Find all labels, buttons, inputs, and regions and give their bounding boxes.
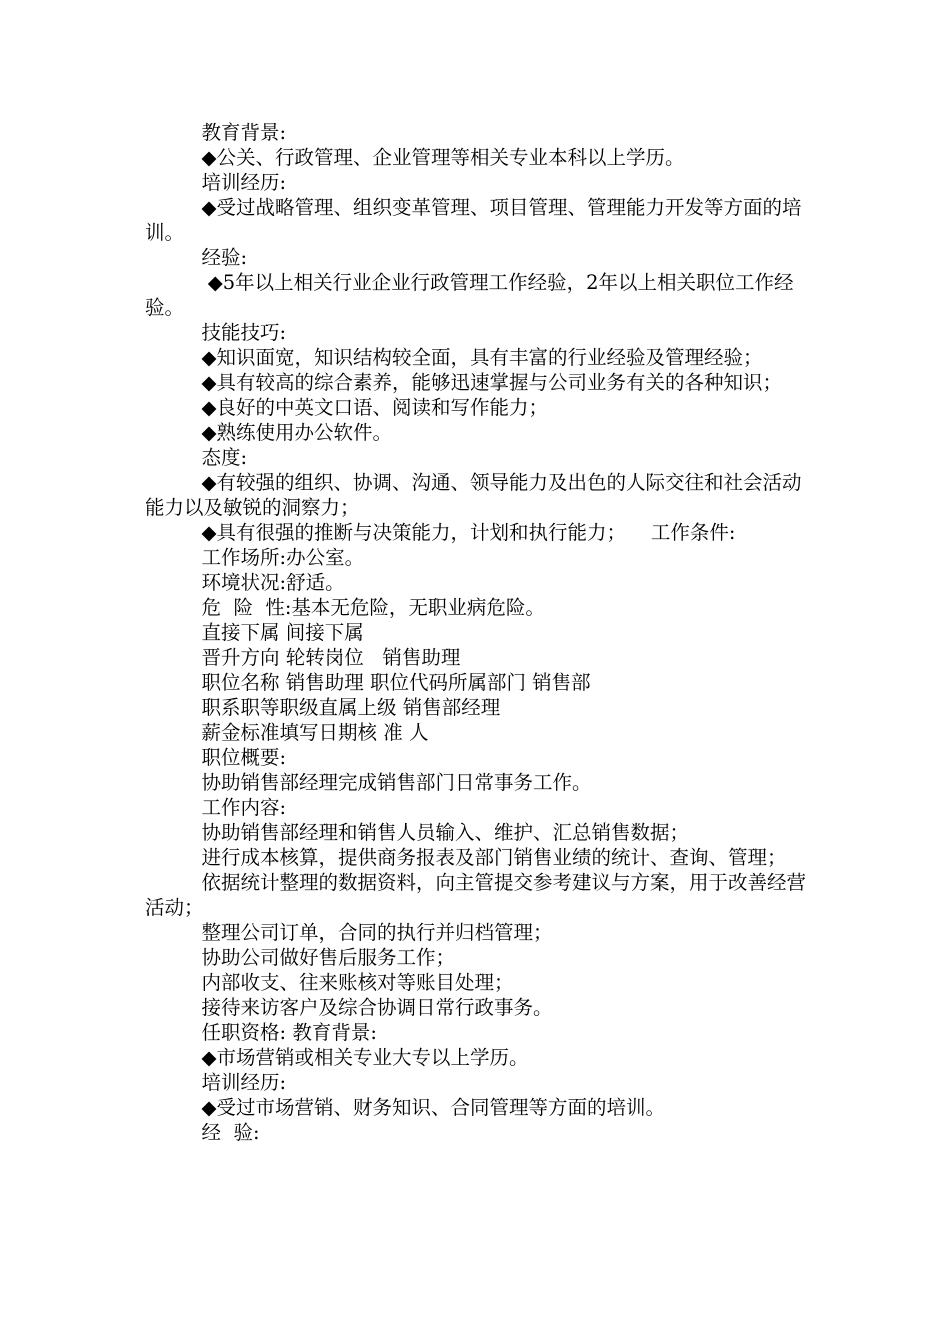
paragraph: 经验: — [201, 246, 248, 269]
paragraph: 环境状况:舒适。 — [201, 571, 345, 594]
paragraph: 教育背景: — [201, 121, 287, 144]
paragraph: 直接下属 间接下属 — [201, 621, 364, 644]
paragraph: 接待来访客户及综合协调日常行政事务。 — [201, 996, 553, 1019]
paragraph: ◆受过市场营销、财务知识、合同管理等方面的培训。 — [201, 1096, 666, 1119]
paragraph: 技能技巧: — [201, 321, 287, 344]
paragraph: 危 险 性:基本无危险，无职业病危险。 — [201, 596, 545, 619]
paragraph: ◆受过战略管理、组织变革管理、项目管理、管理能力开发等方面的培训。 — [145, 196, 802, 244]
paragraph: 薪金标准填写日期核 准 人 — [201, 721, 429, 744]
paragraph: 依据统计整理的数据资料，向主管提交参考建议与方案，用于改善经营活动； — [145, 871, 807, 919]
paragraph: ◆良好的中英文口语、阅读和写作能力； — [201, 396, 549, 419]
document-body — [145, 120, 811, 1145]
paragraph: ◆有较强的组织、协调、沟通、领导能力及出色的人际交往和社会活动能力以及敏锐的洞察力； — [145, 471, 802, 519]
paragraph: 职位概要: — [201, 746, 287, 769]
paragraph: 协助销售部经理和销售人员输入、维护、汇总销售数据； — [201, 821, 690, 844]
paragraph: 工作内容: — [201, 796, 287, 819]
paragraph: 进行成本核算，提供商务报表及部门销售业绩的统计、查询、管理； — [201, 846, 787, 869]
paragraph: 任职资格: 教育背景: — [201, 1021, 377, 1044]
paragraph: ◆5年以上相关行业企业行政管理工作经验，2年以上相关职位工作经验。 — [145, 271, 794, 319]
paragraph: 协助公司做好售后服务工作； — [201, 946, 456, 969]
paragraph: 晋升方向 轮转岗位 销售助理 — [201, 646, 461, 669]
paragraph: 整理公司订单，合同的执行并归档管理； — [201, 921, 553, 944]
paragraph: ◆具有较高的综合素养，能够迅速掌握与公司业务有关的各种知识； — [201, 371, 783, 394]
paragraph: 培训经历: — [201, 1071, 287, 1094]
paragraph: ◆市场营销或相关专业大专以上学历。 — [201, 1046, 529, 1069]
paragraph: 工作场所:办公室。 — [201, 546, 365, 569]
paragraph: 职位名称 销售助理 职位代码所属部门 销售部 — [201, 671, 591, 694]
paragraph: 态度: — [201, 446, 248, 469]
paragraph: ◆熟练使用办公软件。 — [201, 421, 393, 444]
paragraph: ◆公关、行政管理、企业管理等相关专业本科以上学历。 — [201, 146, 685, 169]
paragraph: ◆具有很强的推断与决策能力，计划和执行能力； 工作条件: — [201, 521, 736, 544]
paragraph: 职系职等职级直属上级 销售部经理 — [201, 696, 501, 719]
paragraph: ◆知识面宽，知识结构较全面，具有丰富的行业经验及管理经验； — [201, 346, 763, 369]
paragraph: 协助销售部经理完成销售部门日常事务工作。 — [201, 771, 592, 794]
paragraph: 培训经历: — [201, 171, 287, 194]
paragraph: 经 验: — [201, 1121, 260, 1144]
paragraph: 内部收支、往来账核对等账目处理； — [201, 971, 514, 994]
